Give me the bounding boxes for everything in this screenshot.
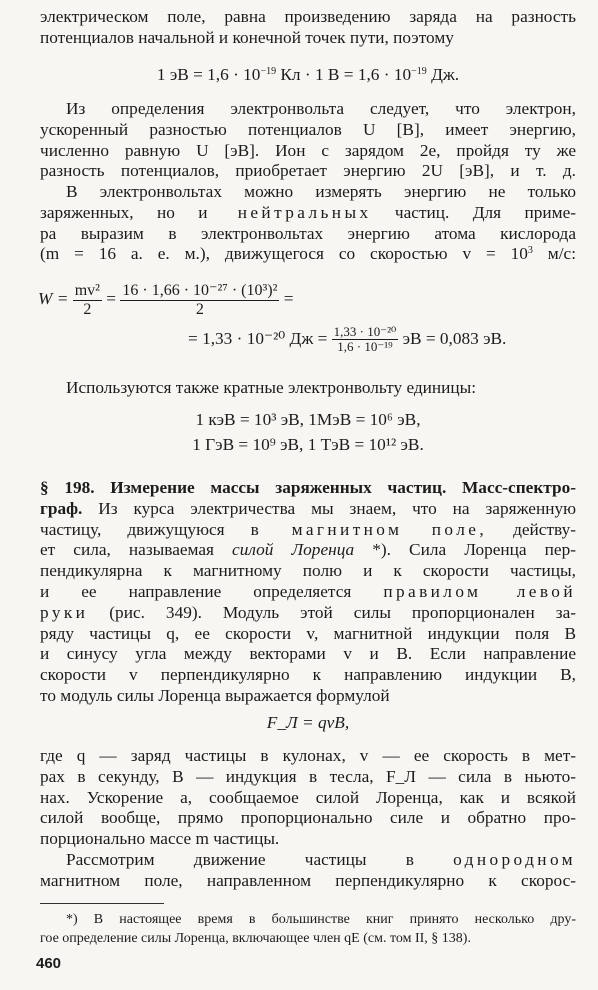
text-line: и ее направление определяется правилом левой <box>40 581 576 601</box>
text-line: порционально массе m частицы. <box>40 829 280 849</box>
footnote-line: гое определение силы Лоренца, включающее член qE (см. том II, § 138). <box>40 931 471 946</box>
equation-energy-row2: = 1,33 · 10⁻²⁰ Дж = $\frac{\text{1,33 · 10⁻²⁰}}{\text{1,6 · 10⁻¹⁹}}$ эВ = 0,083 эВ. <box>188 324 507 355</box>
section-heading: § 198. Измерение массы заряженных частиц. Масс-спектро- <box>40 478 576 497</box>
text-line: и синусу угла между векторами v и B. Если направление <box>40 644 576 664</box>
text-line: силой вообще, прямо пропорционально силе и обратно про- <box>40 808 576 828</box>
text-line: электрическом поле, равна произведению заряда на разность <box>40 7 576 26</box>
text-line: В электронвольтах можно измерять энергию не только <box>66 182 576 201</box>
footnote <box>40 910 576 948</box>
text-line: Используются также кратные электронвольту единицы: <box>66 378 477 397</box>
equation-energy-row1: W = $\frac{\text{mv²}}{2}$ = $\frac{\text{16 · 1,66 · 10⁻²⁷ · (10³)²}}{2}$ = <box>38 282 294 318</box>
text-line: рах в секунду, B — индукция в тесла, F_Л — сила в ньюто- <box>40 766 576 786</box>
text-line: где q — заряд частицы в кулонах, v — ее скорость в мет- <box>40 746 576 765</box>
text-line: ет сила, называемая силой Лоренца *). Сила Лоренца пер- <box>40 540 576 560</box>
footnote-line: *) В настоящее время в большинстве книг принято несколько дру- <box>66 912 576 927</box>
units-row-1: 1 кэВ = 10³ эВ, 1МэВ = 10⁶ эВ, <box>195 410 421 429</box>
text-line: частицу, движущуюся в магнитном поле, действу- <box>40 519 576 539</box>
formula-lorentz: F_Л = qvB, <box>266 713 350 732</box>
text-line: ускоренный разностью потенциалов U [В], имеет энергию, <box>40 119 576 139</box>
text-line: численно равную U [эВ]. Ион с зарядом 2e, пройдя ту же <box>40 140 576 160</box>
footnote-rule <box>40 903 164 904</box>
text-line: Рассмотрим движение частицы в однородном <box>66 850 576 869</box>
text-line: пендикулярна к магнитному полю и к скорости частицы, <box>40 561 576 581</box>
text-line: ряду частицы q, ее скорости v, магнитной индукции поля B <box>40 623 576 643</box>
text-line: потенциалов начальной и конечной точек пути, поэтому <box>40 27 454 47</box>
text-line: разность потенциалов, приобретает энергию 2U [эВ], и т. д. <box>40 161 576 181</box>
text-line: Из определения электронвольта следует, что электрон, <box>66 99 576 118</box>
footnote-area <box>40 0 576 990</box>
text-line: (m = 16 а. е. м.), движущегося со скоростью $v = 10^3$ м/с: <box>40 244 576 264</box>
text-line: ра выразим в электронвольтах энергию атома кислорода <box>40 223 576 243</box>
text-line: нах. Ускорение a, сообщаемое силой Лоренца, как и всякой <box>40 787 576 807</box>
text-line: руки (рис. 349). Модуль этой силы пропорционален за- <box>40 602 576 622</box>
page-number: 460 <box>36 955 62 972</box>
text-line: магнитном поле, направленном перпендикулярно к скорос- <box>40 870 576 890</box>
equation-electronvolt: 1 эВ = $1,6 \cdot 10^{-19}$ Кл · 1 $В = 1,6 \cdot 10^{-19}$ Дж. <box>156 65 460 84</box>
text-line: граф. Из курса электричества мы знаем, что на заряженную <box>40 498 576 518</box>
text-line: скорости v перпендикулярно к направлению индукции B, <box>40 665 576 685</box>
text-line: то модуль силы Лоренца выражается формулой <box>40 685 390 705</box>
text-line: заряженных, но и нейтральных частиц. Для приме- <box>40 202 576 222</box>
units-row-2: 1 ГэВ = 10⁹ эВ, 1 ТэВ = 10¹² эВ. <box>192 435 424 454</box>
